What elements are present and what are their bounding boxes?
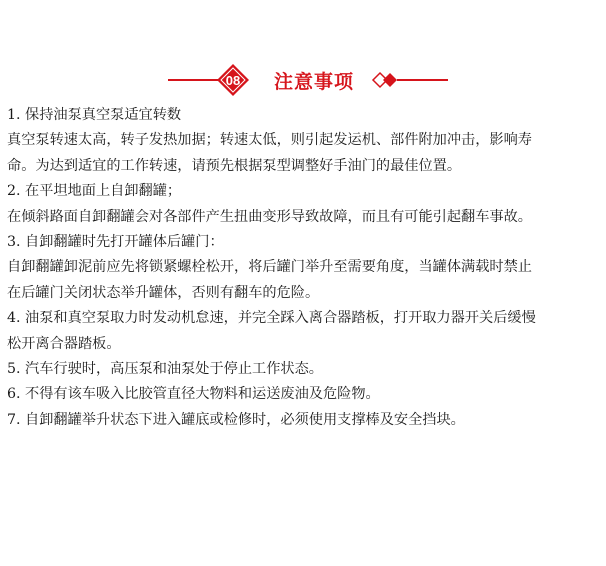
header-badge-number: 08: [225, 73, 241, 88]
item-5-heading: 5. 汽车行驶时，高压泵和油泵处于停止工作状态。: [7, 361, 323, 378]
item-7-heading: 7. 自卸翻罐举升状态下进入罐底或检修时，必须使用支撑棒及安全挡块。: [7, 411, 465, 428]
item-4-body-line-1: 松开离合器踏板。: [7, 335, 121, 352]
item-2-body-line-1: 在倾斜路面自卸翻罐会对各部件产生扭曲变形导致故障，而且有可能引起翻车事故。: [7, 208, 532, 225]
item-1-body-line-2: 命。为达到适宜的工作转速，请预先根据泵型调整好手油门的最佳位置。: [7, 157, 462, 174]
section-header: [0, 60, 606, 100]
item-1-heading: 1. 保持油泵真空泵适宜转数: [7, 107, 182, 123]
header-right-diamond-solid: [383, 73, 397, 87]
item-3-body-line-2: 在后罐门关闭状态举升罐体，否则有翻车的危险。: [7, 284, 320, 301]
item-3-body-line-1: 自卸翻罐卸泥前应先将锁紧螺栓松开，将后罐门举升至需要角度，当罐体满载时禁止: [7, 259, 532, 276]
section-title: 注意事项: [274, 71, 355, 93]
item-2-heading: 2. 在平坦地面上自卸翻罐；: [7, 183, 182, 200]
item-6-heading: 6. 不得有该车吸入比胶管直径大物料和运送废油及危险物。: [7, 386, 380, 403]
item-3-heading: 3. 自卸翻罐时先打开罐体后罐门：: [7, 234, 224, 251]
notice-list: [7, 103, 603, 433]
item-4-heading: 4. 油泵和真空泵取力时发动机怠速，并完全踩入离合器踏板，打开取力器开关后缓慢: [7, 310, 536, 327]
item-1-body-line-1: 真空泵转速太高，转子发热加据；转速太低，则引起发运机、部件附加冲击，影响寿: [7, 132, 532, 149]
